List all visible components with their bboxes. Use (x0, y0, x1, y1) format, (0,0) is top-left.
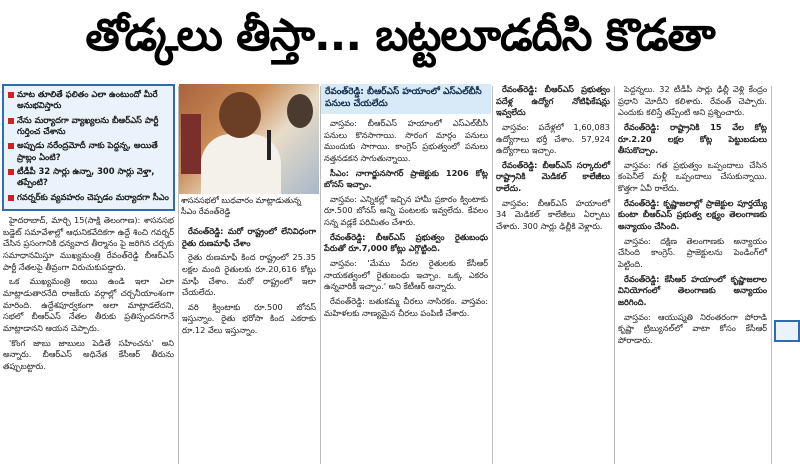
pull-quote: గవర్నర్‌కు వ్యవహరం చెప్పడం మర్యాదగా సీఎం (8, 192, 169, 203)
bullet-icon (8, 118, 14, 124)
paragraph: వాస్తవం: ఆయుష్మతి నిరంతరంగా పోరాడి కృష్ణా ట్రిబ్యునల్‌లో వాటా కోసం కేసీఆర్ పోరాడారు. (618, 311, 767, 345)
pull-quote: మాట తూలితే ఫలితం ఎలా ఉంటుందో మీరే అనుభవిస్తారు (8, 89, 169, 112)
paragraph: రేవంత్‌రెడ్డి: కృష్ణాజలాల్లో ప్రాజెక్టుల పూర్తయ్యే కుంటా బీఆర్ఎస్ ప్రభుత్వ లక్ష్యం తెలంగాణకు అన్యాయం చేసింది. (618, 197, 767, 232)
article-body (615, 84, 770, 346)
pull-quote: టీడీపీ 32 సార్లు ఉన్నా, 300 సార్లు వెళ్తా, తప్పేంటి? (8, 166, 169, 189)
bullet-icon (8, 169, 14, 175)
paragraph: రేవంత్‌రెడ్డి: కేసీఆర్ హయాంలో కృష్ణాజలాల వినియోగంలో తెలంగాణకు అన్యాయం జరిగింది. (618, 273, 767, 307)
photo-caption: శాసనసభలో బుధవారం మాట్లాడుతున్న సీఎం రేవంత్‌రెడ్డి (181, 196, 302, 216)
paragraph: వాస్తవం: బీఆర్ఎస్ హయాంలో ఎస్ఎల్‌బీసీ పనులు కొనసాగాయి. సొరంగ మార్గం పనులు ముందుకు సాగాయి. కాంగ్రెస్ ప్రభుత్వంలో పనులు నత్తనడకన సాగుతున్నాయి. (324, 118, 488, 163)
paragraph: ఒక ముఖ్యమంత్రి అయి ఉండి ఇలా ఎలా మాట్లాడుతారనేది రాజకీయ వర్గాల్లో చర్చనీయాంశంగా మారింది. ఉద్దేశపూర్వకంగా అలా మాట్లాడలేదని, సభలో బీఆర్ఎస్ నేతల తీరుకు ప్రతిస్పందనగానే మాట్లాడానని ఆయన చెప్పారు. (3, 276, 174, 333)
pull-quote: నేను మర్యాదగా వ్యాఖ్యలను బీఆర్ఎస్ పార్టీ గుర్తించ చేశాను (8, 115, 169, 138)
paragraph: రేవంత్‌రెడ్డి: రాష్ట్రానికి 15 వేల కోట్ల రూ.2.20 లక్షల కోట్ల పెట్టుబడులు తీసుకొచ్చాం. (618, 121, 767, 156)
pull-quote-box (2, 84, 175, 211)
bullet-icon (8, 143, 14, 149)
column-1 (0, 84, 177, 466)
paragraph: వాస్తవం: ఎన్నికల్లో ఇచ్చిన హామీ ప్రకారం క్వింటాకు రూ.500 బోనస్ అన్ని పంటలకు ఇవ్వలేదు. కేవలం సన్న వడ్లకే పరిమితం చేశారు. (324, 193, 488, 228)
paragraph: వాస్తవం: 'మేము పేదల రైతులకు కేసీఆర్ నాయకత్వంలో రైతుబంధు ఇచ్చాం. ఒక్క ఎకరం ఉన్నవారికీ ఇచ్చాం.' అని కేటీఆర్ అన్నారు. (324, 258, 488, 292)
paragraph: రేవంత్‌రెడ్డి: బీఆర్ఎస్ సర్కారులో రాష్ట్రానికి మెడికల్ కాలేజీలు రాలేదు. (496, 159, 610, 194)
pull-quote: అప్పుడు నరేంద్రమోదీ నాకు పెద్దన్న, అయితే ప్రాబ్లం ఏంటి? (8, 140, 169, 163)
article-body (0, 215, 177, 372)
article-body (179, 226, 319, 466)
paragraph: వాస్తవం: గత ప్రభుత్వం ఒప్పందాలు చేసిన కంపెనీలే మళ్లీ ఒప్పందాలు చేసుకున్నాయి. కొత్తగా ఏవీ రాలేదు. (618, 159, 767, 194)
news-photo (179, 84, 319, 194)
background-person (287, 94, 313, 128)
speaker-head (219, 92, 261, 138)
paragraph: సీఎం: నాగార్జునసాగర్ ప్రాజెక్టుకు 1206 కోట్ల బోనస్ ఇచ్చాం. (324, 167, 488, 190)
bullet-icon (8, 195, 14, 201)
paragraph: 'కొంగ జాబు జాబులు పెడితే సహించను' అని అన్నారు. బీఆర్ఎస్ అధినేత కేసీఆర్ తీరును తప్పుబట్టారు. (3, 337, 174, 371)
paragraph: వరి క్వింటాకు రూ.500 బోనస్ ఇస్తున్నాం. రైతు భరోసా కింద ఎకరాకు రూ.12 వేలు ఇస్తున్నాం. (182, 301, 316, 336)
subheading: రేవంత్‌రెడ్డి: బీఆర్ఎస్ ప్రభుత్వం పదేళ్ల ఉద్యోగ నోటిఫికేషన్లు ఇవ్వలేదు (496, 84, 610, 118)
paragraph: హైదరాబాద్, మార్చి 15(సాక్షి తెలంగాణ): శాసనసభ బడ్జెట్ సమావేశాల్లో ఆధునికవేదికగా ఉద్దే శించి గవర్నర్ చేసిన ప్రసంగానికి ధన్యవాద తీర్మానం పై జరిగిన చర్చకు సమాధానమిస్తూ ముఖ్యమంత్రి రేవంత్‌రెడ్డి బీఆర్ఎస్ పార్టీ నేతలపై తీవ్రంగా విరుచుకుపడ్డారు. (3, 215, 174, 272)
paragraph: వాస్తవం: దక్షిణ తెలంగాణకు అన్యాయం చేసింది కాంగ్రెస్. ప్రాజెక్టులను పెండింగ్‌లో పెట్టింది. (618, 235, 767, 269)
paragraph: రైతు రుణమాఫీ కింద రాష్ట్రంలో 25.35 లక్షల మంది రైతులకు రూ.20,616 కోట్లు మాఫీ చేశాం. మరో రాష్ట్రంలో ఇలా చేయలేదు. (182, 252, 316, 298)
column-3 (321, 84, 491, 466)
paragraph: రేవంత్‌రెడ్డి: బీఆర్ఎస్ ప్రభుత్వం రైతుబంధు పేరుతో రూ.7,000 కోట్లు ఎగ్గొట్టింది. (324, 231, 488, 254)
column-6-cropped (772, 84, 800, 466)
bullet-icon (8, 92, 14, 98)
paragraph: వాస్తవం: పదేళ్లలో 1,60,083 ఉద్యోగాలు భర్తీ చేశాం. 57,924 ఉద్యోగాలు ఇచ్చాం. (496, 121, 610, 156)
background-person (181, 114, 201, 174)
partial-sidebar-box (774, 320, 800, 342)
paragraph: వాస్తవం: బీఆర్ఎస్ హయాంలో 34 మెడికల్ కాలేజీలు ఏర్పాటు చేశారు. 300 సార్లు ఢిల్లీకి వెళ్లారు. (496, 197, 610, 232)
article-body (321, 118, 491, 319)
paragraph: రేవంత్‌రెడ్డి: బతుకమ్మ చీరలు నాసిరకం. వాస్తవం: మహిళలకు నాణ్యమైన చీరలు పంపిణీ చేశారు. (324, 295, 488, 318)
column-4 (493, 84, 613, 466)
section-heading: రేవంత్‌రెడ్డి: బీఆర్ఎస్ హయాంలో ఎస్ఎల్‌బీసీ పనులు చేయలేదు (321, 84, 491, 114)
paragraph: పెద్దన్నలు. 32 టీడీపీ సార్లు ఢిల్లీ వెళ్లి కేంద్రం ప్రధాని మోదీని కలిశారు. రేవంత్ చెప్పారు. ఎందుకు కలిస్తే తప్పేంటి అని ప్రశ్నించారు. (618, 84, 767, 118)
article-body (493, 84, 613, 233)
headline: తోడ్కలు తీస్తా... బట్టలూడదీసి కొడతా (85, 10, 715, 61)
column-5 (615, 84, 770, 466)
subheading: రేవంత్‌రెడ్డి: మరో రాష్ట్రంలో లేనివిధంగా రైతు రుణమాఫీ చేశాం (182, 226, 316, 248)
microphone-icon (267, 130, 271, 160)
